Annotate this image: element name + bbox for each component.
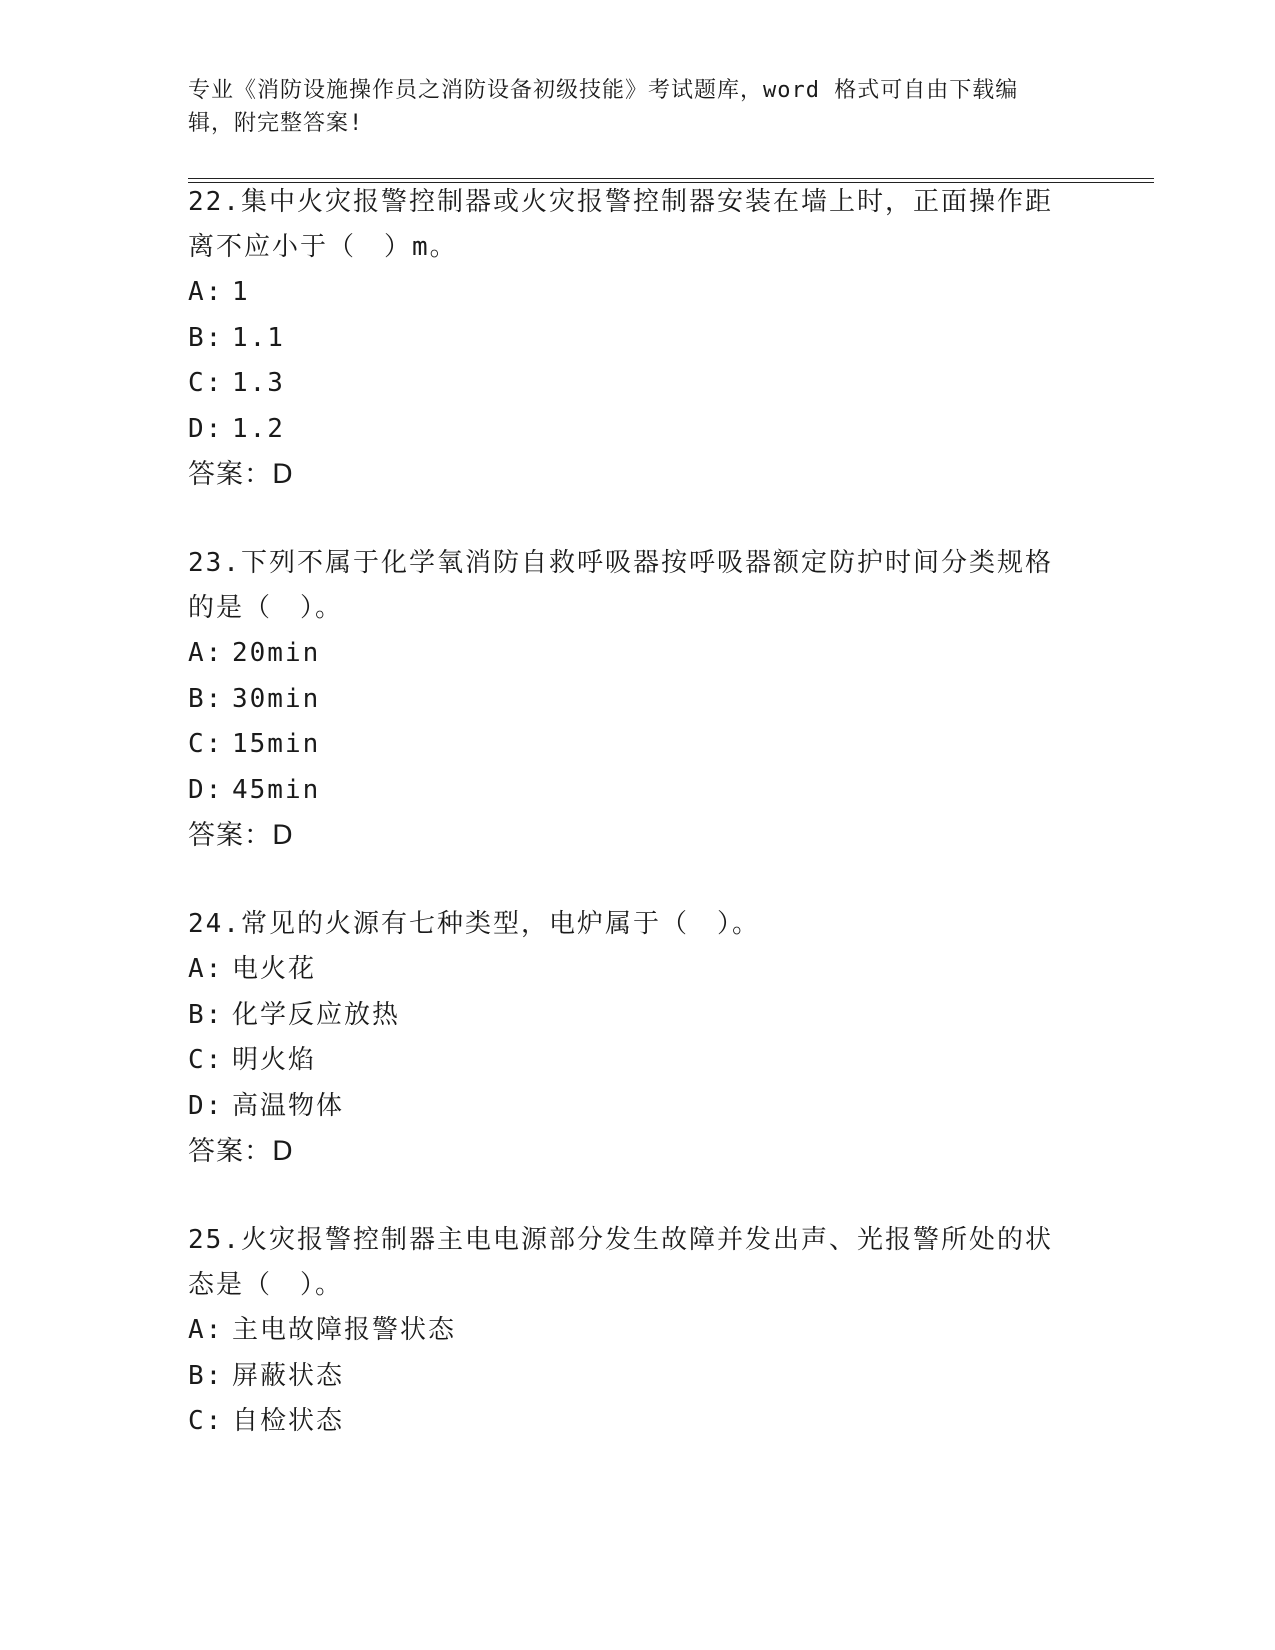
option-b [188,316,1088,362]
option-value: 明火焰 [232,1045,317,1075]
option-c [188,361,1088,407]
option-a [188,631,1088,677]
option-b [188,677,1088,723]
header-line-1: 专业《消防设施操作员之消防设备初级技能》考试题库，word 格式可自由下载编 [188,78,1019,103]
option-c [188,722,1088,768]
option-value: 15min [232,729,321,759]
question-22 [188,180,1088,497]
question-text-line: 离不应小于（ ）m。 [188,232,458,262]
option-value: 电火花 [232,954,317,984]
question-25 [188,1218,1088,1445]
option-b [188,1354,1088,1400]
option-a [188,947,1088,993]
option-key: B: [188,999,224,1030]
document-header [188,74,1088,140]
document-page [188,0,1154,1650]
option-a [188,270,1088,316]
answer-line: 答案：D [188,1136,294,1167]
option-key: B: [188,683,224,714]
question-text-line: 24.常见的火源有七种类型，电炉属于（ ）。 [188,909,760,939]
option-value: 自检状态 [232,1406,345,1436]
question-text-line: 22.集中火灾报警控制器或火灾报警控制器安装在墙上时，正面操作距 [188,187,1053,217]
question-text-line: 25.火灾报警控制器主电电源部分发生故障并发出声、光报警所处的状 [188,1225,1053,1255]
option-value: 30min [232,683,321,714]
option-key: A: [188,277,224,307]
option-key: B: [188,1360,224,1391]
option-key: D: [188,774,224,805]
option-value: 1.2 [232,413,285,444]
option-c [188,1038,1088,1084]
option-value: 1.1 [232,322,285,353]
question-24 [188,902,1088,1174]
option-c [188,1399,1088,1445]
option-key: C: [188,368,224,398]
option-key: C: [188,1045,224,1075]
header-line-2: 辑，附完整答案! [188,111,364,136]
option-value: 1.3 [232,368,285,398]
option-key: D: [188,413,224,444]
option-key: A: [188,1315,224,1345]
option-key: A: [188,954,224,984]
option-value: 主电故障报警状态 [232,1315,457,1345]
option-value: 1 [232,277,250,307]
option-key: C: [188,1406,224,1436]
option-d [188,407,1088,453]
option-d [188,1084,1088,1130]
option-value: 化学反应放热 [232,999,401,1030]
option-key: A: [188,638,224,668]
option-value: 屏蔽状态 [232,1360,345,1391]
question-23 [188,541,1088,858]
question-text-line: 23.下列不属于化学氧消防自救呼吸器按呼吸器额定防护时间分类规格 [188,548,1053,578]
question-text-line: 态是（ ）。 [188,1270,344,1300]
option-d [188,768,1088,814]
option-key: D: [188,1090,224,1121]
answer-line: 答案：D [188,820,294,851]
question-text-line: 的是（ ）。 [188,593,344,623]
option-key: C: [188,729,224,759]
answer-line: 答案：D [188,459,294,490]
option-value: 45min [232,774,321,805]
option-value: 高温物体 [232,1090,345,1121]
option-b [188,993,1088,1039]
option-key: B: [188,322,224,353]
option-value: 20min [232,638,321,668]
option-a [188,1308,1088,1354]
